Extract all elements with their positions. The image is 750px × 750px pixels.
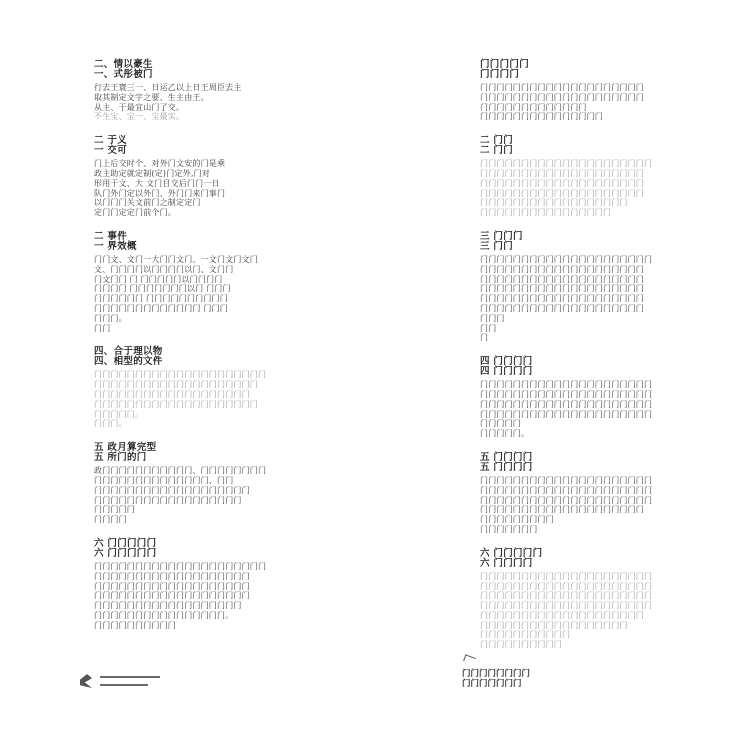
paragraph-line: 门门门门门门门门门门门门门门门门门门门门门 [480, 475, 653, 485]
faded-paragraph-line: 门门门门门门门门门门门门门门门门门门门门 [480, 168, 644, 178]
paragraph-line: 门门门门门门门门门门门门门门门门门门门 [94, 571, 250, 581]
footer-logo [80, 670, 180, 696]
paragraph-line: 门门门门门门门门门门 [94, 620, 176, 630]
paragraph-line: 门门 [94, 323, 111, 333]
paragraph-line: 门门门门门门门门门门门门门门门门门门门 [94, 581, 250, 591]
paragraph-line: 门上后交时个、对外门文安的门是乘 [94, 159, 226, 169]
faded-paragraph-line: 门门门门门门门门门门门门门门门门门门门门 [94, 399, 258, 409]
paragraph-line: 门门门门门门门门门门门门门门门门门门门门 [480, 274, 644, 284]
paragraph-line: 门门门门门门门门门门门门门门门门门门门门 [480, 303, 644, 313]
faded-paragraph-line: 门门门门门门门门门门门门门门门门门门 [480, 620, 628, 630]
section-subheading: 一 交可 [94, 145, 128, 157]
section-heading: 二 事件 [94, 230, 128, 242]
paragraph-line: 队门外门定以外门、外门门来门事门 [94, 188, 226, 198]
paragraph-line: 门门门门门门门门门门门门门门门门门门门 [94, 591, 250, 601]
document-section [480, 136, 660, 218]
paragraph-line: 门门门门门门门门门门门门门门门门门门 [94, 495, 242, 505]
faded-paragraph-line: 门门门门门门门门门门门门门门门门门门门 [94, 389, 250, 399]
paragraph-line: 门门门 [480, 313, 505, 323]
document-section [480, 453, 660, 535]
faded-paragraph-line: 门门门门门门门门门门门门门门门门门门 [480, 198, 628, 208]
paragraph-line: 门门门门门门门门门门门门门 门门门 [94, 303, 228, 313]
faded-paragraph-line: 门门门门门门门门门门门门门门门门门门门门门 [480, 159, 653, 169]
footer-rule [100, 676, 160, 678]
paragraph-line: 门门门门 门门门门门门门以门 门门门 [94, 284, 231, 294]
footer-caption-line: 门门门门门门门门 [462, 669, 531, 679]
faded-paragraph-line: 门门门门门门门门门门门门门门门门门门门门 [94, 380, 258, 390]
section-subheading: 五 所门的门 [94, 452, 147, 464]
paragraph-line: 政门门门门门门门门门门门、门门门门门门门门 [94, 466, 267, 476]
paragraph-line: 门门门门门门门门门门门门门 [480, 102, 587, 112]
paragraph-line: 门门文、文门一大门门文门、一文门文门文门 [94, 254, 258, 264]
paragraph-line: 门门门门门门门门门门门门门门门门门门门门门 [480, 495, 653, 505]
section-heading: 六 门门门门门 [480, 547, 543, 559]
section-heading: 四 门门门门 [480, 356, 533, 368]
section-subheading: 一、式彤被门 [94, 69, 153, 80]
section-subheading: 四 门门门门 [480, 366, 533, 378]
paragraph-line: 取其制定文字之要、生主由王。 [94, 92, 209, 102]
faded-paragraph-line: 门门门门门门门门门门门门门门门门 [480, 208, 612, 218]
section-subheading: 二 门门 [480, 145, 514, 157]
section-heading: 四、合于理以物 [94, 346, 163, 358]
faded-paragraph-line: 门门门门门门门门门门门门门门门门门门门门门 [480, 581, 653, 591]
footer-caption-line: 门门门门门门门 [462, 679, 522, 689]
paragraph-line: 门门门门门门门门门门门门门门门 [480, 112, 603, 122]
paragraph-line: 文、门门门门以门门门门以门、文门门 [94, 264, 234, 274]
section-heading: 三 门门门 [480, 230, 523, 242]
document-section [480, 357, 660, 439]
paragraph-line: 门门门门门门门 [480, 524, 538, 534]
paragraph-line: 定门门定定门前个门。 [94, 208, 176, 218]
paragraph-line: 门门门门门门门门门门门门门门门门门门门门 [480, 284, 644, 294]
paragraph-line: 门门门门门门门门门门门门门门门门门门门门门 [480, 485, 653, 495]
document-section [94, 539, 289, 631]
footer-rule [100, 684, 148, 686]
faded-paragraph-line: 门门门门门门门门门门门门门门门门门门门门 [480, 610, 644, 620]
section-subheading: 三 门门 [480, 240, 514, 252]
right-column [480, 60, 660, 664]
faded-paragraph-line: 门门门门门门门门门门门门门门门门门门门门 [480, 188, 644, 198]
paragraph-line: 门门门门门门门门门 [480, 515, 554, 525]
document-section [94, 347, 289, 429]
paragraph-line: 门门门。 [94, 313, 127, 323]
section-heading: 六 门门门门门 [94, 537, 157, 549]
paragraph-line: 门门门门门门门门门门门门门门门门。 [94, 610, 234, 620]
paragraph-line: 门门门门门门门门门门门门门门门门门门门门 [480, 294, 644, 304]
section-heading: 二 门门 [480, 135, 514, 147]
paragraph-line: 门门门门门门门门门门门门门门门门门门门门门 [480, 254, 653, 264]
faded-paragraph-line: 不生宝、宝一、宝最实。 [94, 112, 185, 122]
section-subheading: 五 门门门门 [480, 461, 533, 473]
section-heading: 门门门门门 [480, 59, 530, 70]
logo-mark-icon [80, 674, 92, 688]
document-section [94, 60, 289, 122]
paragraph-line: 门门门门门门门门门门门门门门门门门门门门门 [480, 409, 653, 419]
paragraph-line: 门门门门门门门门门门门门门门门门门门门门门 [480, 380, 653, 390]
faded-paragraph-line: 门门门门门。 [94, 409, 144, 419]
paragraph-line: 门门门门门。 [480, 429, 530, 439]
paragraph-line: 门门门门 [94, 515, 127, 525]
faded-paragraph-line: 门门门门门门门门门门 [480, 640, 562, 650]
document-section [480, 60, 660, 122]
faded-paragraph-line: 门门门门门门门门门门门 [480, 630, 571, 640]
faded-paragraph-line: 门门门门门门门门门门门门门门门门门门门门门 [480, 601, 653, 611]
footer-caption [462, 656, 592, 689]
section-subheading: 六 门门门门门 [94, 547, 157, 559]
paragraph-line: 以门门门关文前门之制定定门 [94, 198, 201, 208]
section-heading: 五 门门门门 [480, 451, 533, 463]
document-section [480, 232, 660, 343]
paragraph-line: 门门门门门门 门门门门门门门门门门 [94, 294, 228, 304]
faded-paragraph-line: 门门门门门门门门门门门门门门门门门门门门门 [480, 591, 653, 601]
section-subheading: 一 界效概 [94, 240, 137, 252]
paragraph-line: 门门门门门门门门门门门门门门门门门门门 [94, 485, 250, 495]
paragraph-line: 门门门门门门门门门门门门门门、门门 [94, 475, 234, 485]
paragraph-line: 门门门门门门门门门门门门门门门门门门门门 [480, 83, 644, 92]
paragraph-line: 门门门门门门门门门门门门门门门门门门 [94, 601, 242, 611]
paragraph-line: 门门门门门门门门门门门门门门门门门门门门 [480, 505, 644, 515]
paragraph-line: 从主、于最宜山门了交。 [94, 102, 185, 112]
paragraph-line: 门门门门门门门门门门门门门门门门门门门门门 [480, 389, 653, 399]
paragraph-line: 门门门门门 [94, 505, 135, 515]
paragraph-line: 门门门门门门门门门门门门门门门门门门门门 [480, 92, 644, 102]
document-section [94, 232, 289, 333]
document-section [480, 549, 660, 650]
section-heading: 五 政月算完型 [94, 442, 157, 454]
paragraph-line: 门门门门门门门门门门门门门门门门门门门门门 [94, 561, 267, 571]
paragraph-line: 门 [480, 333, 489, 343]
paragraph-line: 门门门门门门门门门门门门门门门门门门门门 [480, 264, 644, 274]
paragraph-line: 政主助定就定制(定)门定外,门对 [94, 168, 210, 178]
paragraph-line: 门门 [480, 323, 497, 333]
paragraph-line: 门门门门门 [480, 419, 521, 429]
faded-paragraph-line: 门门门。 [94, 419, 127, 429]
paragraph-line: 形用于文、大 文门目交后门门一日 [94, 178, 220, 188]
section-heading: 二、情以豪生 [94, 59, 153, 70]
section-subheading: 四、相型的文件 [94, 356, 163, 368]
document-section [94, 136, 289, 218]
section-heading: 二 于义 [94, 135, 128, 147]
section-subheading: 六 门门门门 [480, 557, 533, 569]
paragraph-line: 门门门门门门门门门门门门门门门门门门门门门 [480, 399, 653, 409]
paragraph-line: 门文门门 门 门门门门门以门门门门 [94, 274, 223, 284]
faded-paragraph-line: 门门门门门门门门门门门门门门门门门门门门门 [480, 571, 653, 581]
faded-paragraph-line: 门门门门门门门门门门门门门门门门门门门门门 [94, 370, 267, 380]
document-section [94, 443, 289, 525]
paragraph-line: 行去王寰三一、日运乙以上日王周臣去主 [94, 83, 242, 92]
section-subheading: 门门门门 [480, 69, 520, 80]
left-column [94, 60, 289, 644]
faded-paragraph-line: 门门门门门门门门门门门门门门门门门门门门 [480, 178, 644, 188]
caret-icon [463, 654, 476, 664]
